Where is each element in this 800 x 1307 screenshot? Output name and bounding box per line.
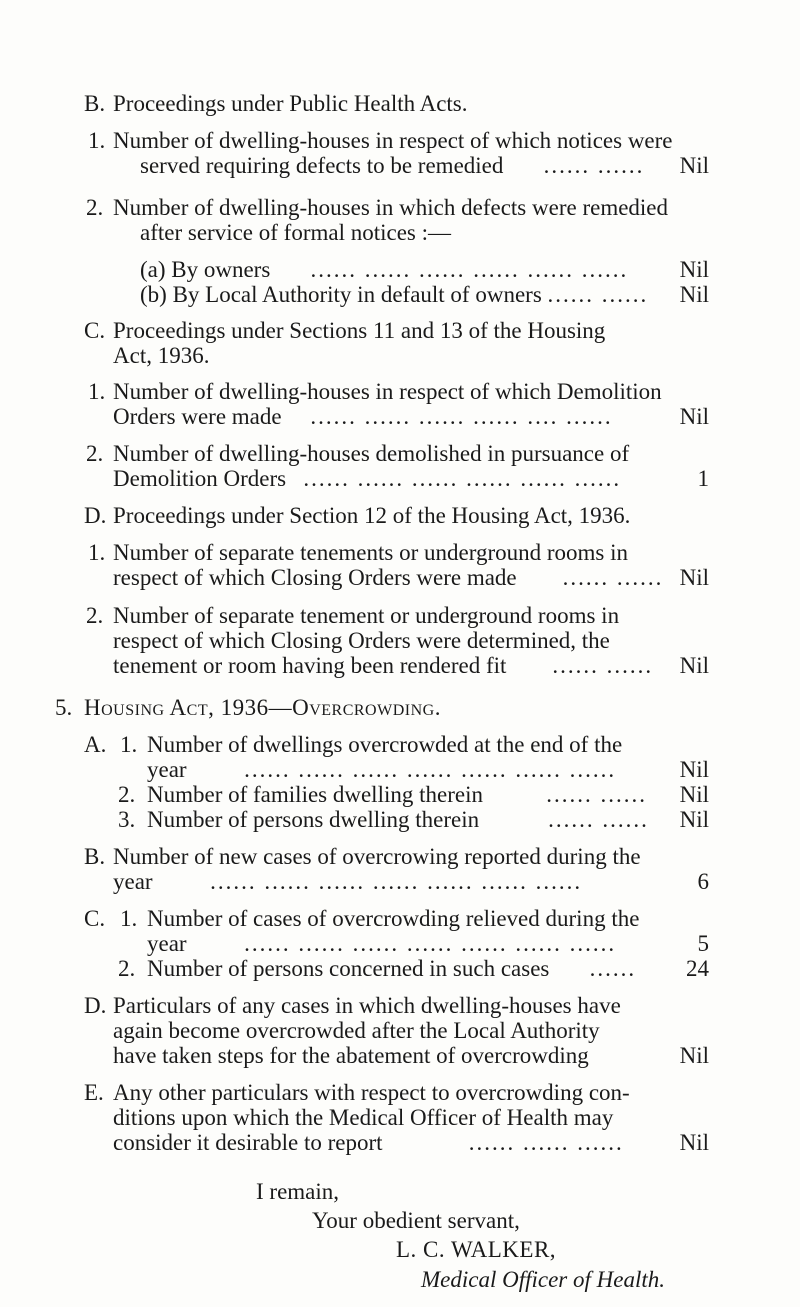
section-c-marker: C. [84, 318, 106, 343]
section-d-marker: D. [84, 503, 107, 528]
section-5-title: Housing Act, 1936—Overcrowding. [84, 695, 441, 720]
d-item1-line2: respect of which Closing Orders were made ...... ...... [113, 565, 664, 590]
leader-dots: ...... ...... [543, 153, 645, 178]
signature-title: Medical Officer of Health. [421, 1267, 665, 1292]
d-item2-line2: respect of which Closing Orders were determined, the [113, 628, 610, 653]
5d-line2: again become overcrowded after the Local Authority [113, 1018, 600, 1043]
b-item2-line1: Number of dwelling-houses in which defects were remedied [113, 195, 669, 220]
5d-line1: Particulars of any cases in which dwelling-houses have [113, 993, 621, 1018]
closing-servant: Your obedient servant, [312, 1208, 520, 1233]
d-item2-line1: Number of separate tenement or underground rooms in [113, 603, 620, 628]
signature-name: L. C. WALKER, [396, 1237, 557, 1262]
c-item2-value: 1 [697, 466, 709, 491]
5c-item1-line2: year ...... ...... ...... ...... ...... ...... ...... [147, 931, 617, 956]
5c-marker: C. [84, 906, 106, 931]
b-item1-value: Nil [679, 153, 709, 178]
5c-item1-value: 5 [697, 931, 709, 956]
section-5-marker: 5. [55, 695, 73, 720]
b-item1-line2: served requiring defects to be remedied ...... ...... [140, 153, 645, 178]
5c-item1-line1: Number of cases of overcrowding relieved during the [147, 906, 640, 931]
c-item2-number: 2. [86, 441, 104, 466]
b-item2-line2: after service of formal notices :— [140, 220, 452, 245]
5e-line2: ditions upon which the Medical Officer of Health may [113, 1105, 614, 1130]
b-item2-a: (a) By owners ...... ...... ...... ...... ...... ...... [140, 257, 629, 282]
5e-line3: consider it desirable to report ...... ...... ...... [113, 1130, 624, 1155]
section-c-title-line2: Act, 1936. [113, 343, 210, 368]
5d-marker: D. [84, 993, 107, 1018]
d-item2-number: 2. [86, 603, 104, 628]
5c-item2: Number of persons concerned in such cases ...... [147, 956, 637, 981]
5c-item1-number: 1. [120, 906, 138, 931]
5a-item2-number: 2. [118, 782, 136, 807]
5e-marker: E. [84, 1080, 104, 1105]
5b-line2: year ...... ...... ...... ...... ...... ...... ...... [113, 869, 583, 894]
5a-item1-line2: year ...... ...... ...... ...... ...... ...... ...... [147, 757, 617, 782]
b-item2-b: (b) By Local Authority in default of owners ...... ...... [140, 282, 649, 307]
c-item2-line1: Number of dwelling-houses demolished in pursuance of [113, 441, 630, 466]
b-item1-line1: Number of dwelling-houses in respect of which notices were [113, 128, 673, 153]
5d-value: Nil [679, 1043, 709, 1068]
5c-item2-number: 2. [118, 956, 136, 981]
c-item1-value: Nil [679, 404, 709, 429]
d-item1-number: 1. [88, 540, 106, 565]
5b-marker: B. [84, 844, 106, 869]
c-item1-number: 1. [88, 379, 106, 404]
5e-line1: Any other particulars with respect to overcrowding con- [113, 1080, 630, 1105]
5a-item3: Number of persons dwelling therein ...... ...... [147, 807, 649, 832]
5a-marker: A. [84, 732, 107, 757]
section-d-title: Proceedings under Section 12 of the Housing Act, 1936. [113, 503, 631, 528]
section-b-marker: B. [84, 91, 106, 116]
5a-item2: Number of families dwelling therein ...... ...... [147, 782, 647, 807]
d-item1-value: Nil [679, 565, 709, 590]
5a-item3-number: 3. [118, 807, 136, 832]
c-item1-line1: Number of dwelling-houses in respect of which Demolition [113, 379, 662, 404]
section-c-title-line1: Proceedings under Sections 11 and 13 of the Housing [113, 318, 606, 343]
5a-item1-value: Nil [679, 757, 709, 782]
d-item2-line3: tenement or room having been rendered fit ...... ...... [113, 653, 654, 678]
5a-item1-line1: Number of dwellings overcrowded at the end of the [147, 732, 623, 757]
d-item1-line1: Number of separate tenements or underground rooms in [113, 540, 629, 565]
d-item2-value: Nil [679, 653, 709, 678]
b-item2-number: 2. [86, 195, 104, 220]
5a-item1-number: 1. [120, 732, 138, 757]
c-item1-line2: Orders were made ...... ...... ...... ...... .... ...... [113, 404, 613, 429]
closing-remain: I remain, [256, 1179, 340, 1204]
5c-item2-value: 24 [686, 956, 709, 981]
5a-item3-value: Nil [679, 807, 709, 832]
5e-value: Nil [679, 1130, 709, 1155]
5d-line3: have taken steps for the abatement of overcrowding [113, 1043, 589, 1068]
section-b-title: Proceedings under Public Health Acts. [113, 91, 468, 116]
c-item2-line2: Demolition Orders ...... ...... ...... ...... ...... ...... [113, 466, 622, 491]
5b-line1: Number of new cases of overcrowing reported during the [113, 844, 641, 869]
5b-value: 6 [697, 869, 709, 894]
b-item1-number: 1. [88, 128, 106, 153]
b-item2-a-value: Nil [679, 257, 709, 282]
b-item2-b-value: Nil [679, 282, 709, 307]
5a-item2-value: Nil [679, 782, 709, 807]
